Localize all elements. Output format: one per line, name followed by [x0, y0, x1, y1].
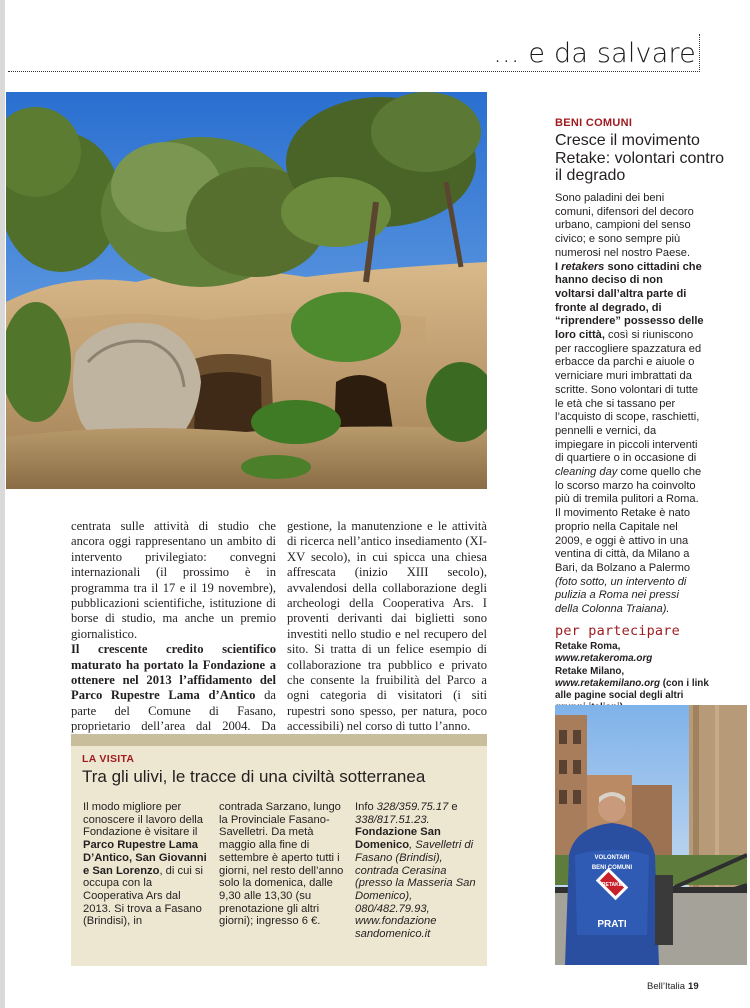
main-photo-illustration	[6, 92, 487, 489]
participate-note: (con i link alle pagine social degli altri	[555, 677, 709, 702]
box-title: Tra gli ulivi, le tracce di una civiltà sotterranea	[82, 767, 426, 786]
page-number: 19	[688, 981, 699, 992]
sidebar-body	[555, 192, 705, 617]
box-text: , di cui si occupa con la Cooperativa Ars dal 2013. Si trova a Fasano (Brindisi), in	[83, 864, 203, 928]
box-text: Info	[355, 801, 377, 813]
vest-brand-text: PRATI	[597, 919, 627, 930]
sidebar-text: Il movimento Retake è nato proprio nella Capitale nel 2009, e oggi è attivo in una ventina di città, da Milano a Bari, da Bolzano a Palermo	[555, 507, 691, 574]
org-address: , Savelletri di Fasano (Brindisi), contrada Cerasina (presso la Masseria San Domenico), 080/482.79.93, www.fondazione sandomenico.it	[355, 839, 476, 941]
sidebar-text: sono cittadini che hanno deciso di non voltarsi dall’altra parte di fronte al degrado, di “riprendere” possesso delle loro città,	[555, 260, 704, 342]
side-photo-volunteer	[555, 705, 747, 965]
sidebar-italic-text: retakers	[561, 260, 605, 273]
header-rule	[8, 71, 700, 72]
sidebar-text: come quello che lo scorso marzo ha coinvolto più di tremila pulitori a Roma.	[555, 466, 702, 506]
article-text: da parte del Comune di Fasano, proprietario dell’area dal 2004. Da	[71, 688, 276, 734]
participate-links	[555, 641, 715, 715]
box-column-2	[219, 801, 347, 928]
article-paragraph: centrata sulle attività di studio che ancora oggi rappresentano un ambito di intervento privilegiato: convegni internazionali (il prossimo è in programma tra il 17 e il 19 novembre), pubblicazioni scientifiche, istituzione di borse di studio, ma anche un premio giornalistico.	[71, 519, 276, 641]
box-kicker: LA VISITA	[82, 753, 135, 765]
box-text: e	[448, 801, 458, 813]
section-title: ... e da salvare	[493, 38, 696, 69]
page-edge	[0, 0, 5, 1008]
page-footer	[647, 981, 699, 992]
participate-label: Retake Roma,	[555, 641, 621, 652]
vest-text-line-1: VOLONTARI	[594, 855, 630, 861]
article-bold-text: Il crescente credito scientifico maturato ha portato la Fondazione a ottenere nel 2013 l’affidamento del Parco Rupestre Lama d’Antico	[71, 642, 276, 703]
sidebar-title: Cresce il movimento Retake: volontari contro il degrado	[555, 132, 724, 184]
sidebar-italic-text: cleaning day	[555, 466, 618, 479]
box-top-bar	[71, 734, 487, 746]
phone-number: 338/817.51.23.	[355, 813, 430, 826]
article-paragraph: gestione, la manutenzione e le attività di ricerca nell’antico insediamento (XI-XV secolo), in cui spicca una chiesa affrescata (inizio XIII secolo), avvalendosi della collaborazione degli archeologi della Cooperativa Ars. I proventi derivanti dai biglietti sono investiti nello studio e nel recupero del sito. Si tratta di un felice esempio di collaborazione tra pubblico e privato che consente la fruibilità del Parco a ogni categoria di visitatori (i siti rupestri sono spesso, per natura, poco accessibili) nel corso di tutto l’anno.	[287, 519, 487, 734]
visit-info-box	[71, 734, 487, 966]
box-column-3	[355, 801, 483, 941]
sidebar-text: I	[555, 260, 562, 273]
sidebar-kicker: BENI COMUNI	[555, 117, 633, 129]
phone-number: 328/359.75.17	[376, 801, 449, 813]
participate-label: Retake Milano,	[555, 665, 625, 677]
article-column-1	[71, 519, 276, 750]
sidebar-italic-text: (foto sotto, un intervento di pulizia a Roma nei pressi della Colonna Traiana).	[555, 575, 687, 616]
box-bold-text: Parco Rupestre Lama D’Antico, San Giovanni e San Lorenzo	[83, 839, 207, 877]
box-text: contrada Sarzano, lungo la Provinciale Fasano-Savelletri. Da metà maggio alla fine di settembre è aperto tutti i giorni, nel resto dell’anno solo la domenica, dalle 9,30 alle 13,30 (su prenotazione gli altri giorni); ingresso 6 €.	[219, 801, 344, 928]
retake-milano-link[interactable]: www.retakemilano.org	[555, 677, 660, 689]
main-photo-rupestrian-park	[6, 92, 487, 489]
retake-roma-link[interactable]: www.retakeroma.org	[555, 653, 653, 665]
participate-heading: per partecipare	[555, 623, 680, 639]
box-text: Il modo migliore per conoscere il lavoro della Fondazione è visitare il	[83, 801, 204, 839]
magazine-name: Bell’Italia	[647, 981, 686, 992]
sidebar-text: Sono paladini dei beni comuni, difensori del decoro urbano, campioni del senso civico; e sono sempre più numerosi nel nostro Paese.	[555, 192, 694, 259]
box-column-1	[83, 801, 211, 928]
retake-logo-text: RETAKE	[601, 882, 623, 888]
vest-text-line-2: BENI COMUNI	[591, 865, 633, 871]
side-photo-illustration	[555, 705, 747, 965]
article-column-2	[287, 519, 487, 735]
sidebar-text: così si riuniscono per raccogliere spazzatura ed erbacce da parchi e aiuole o verniciare muri imbrattati da scritte. Sono volontari di tutte le età che si tassano per l’acquisto di scope, raschietti, pennelli e vernici, da impiegare in piccoli interventi di quartiere o in occasione di	[555, 329, 702, 465]
org-name: Fondazione San Domenico	[355, 826, 441, 852]
header-vertical-rule	[699, 34, 700, 72]
